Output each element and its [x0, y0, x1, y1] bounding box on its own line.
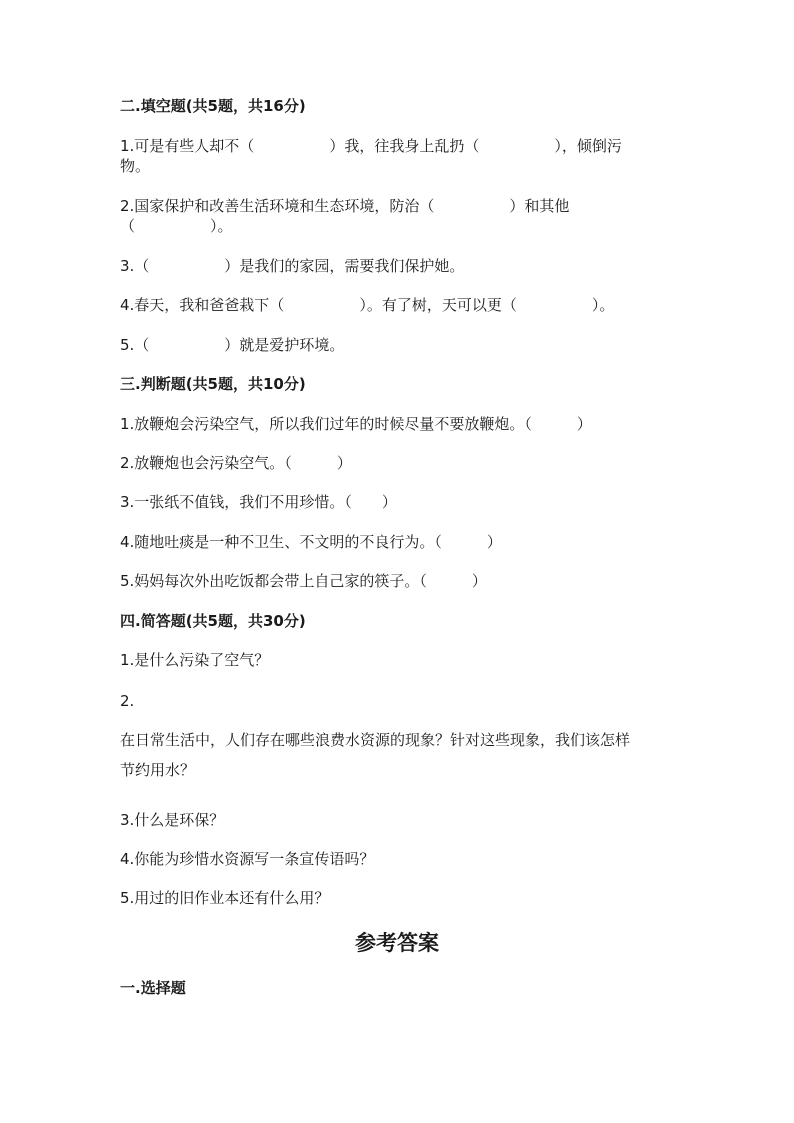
fill-blank-q3: 3.（ ）是我们的家园，需要我们保护她。 [120, 257, 465, 275]
short-answer-q1: 1.是什么污染了空气？ [120, 651, 270, 669]
fill-blank-q2-line2: （ ）。 [120, 217, 233, 235]
judge-q2: 2.放鞭炮也会污染空气。（ ） [120, 454, 352, 472]
fill-blank-heading: 二.填空题(共5题，共16分) [120, 97, 306, 115]
judge-q1: 1.放鞭炮会污染空气，所以我们过年的时候尽量不要放鞭炮。（ ） [120, 415, 592, 433]
judge-q3: 3.一张纸不值钱，我们不用珍惜。（ ） [120, 493, 397, 511]
short-answer-q3: 3.什么是环保？ [120, 811, 225, 829]
fill-blank-q2-line1: 2.国家保护和改善生活环境和生态环境，防治（ ）和其他 [120, 197, 570, 215]
judge-heading: 三.判断题(共5题，共10分) [120, 375, 306, 393]
short-answer-q4: 4.你能为珍惜水资源写一条宣传语吗？ [120, 850, 375, 868]
fill-blank-q5: 5.（ ）就是爱护环境。 [120, 336, 345, 354]
answers-subheading: 一.选择题 [120, 979, 186, 997]
fill-blank-q1-line2: 物。 [120, 157, 151, 175]
judge-q5: 5.妈妈每次外出吃饭都会带上自己家的筷子。（ ） [120, 572, 487, 590]
short-answer-q2-line1: 在日常生活中，人们存在哪些浪费水资源的现象？针对这些现象，我们该怎样 [120, 731, 631, 749]
short-answer-heading: 四.简答题(共5题，共30分) [120, 612, 306, 630]
judge-q4: 4.随地吐痰是一种不卫生、不文明的不良行为。（ ） [120, 533, 502, 551]
fill-blank-q4: 4.春天，我和爸爸栽下（ ）。有了树，天可以更（ ）。 [120, 296, 615, 314]
short-answer-q5: 5.用过的旧作业本还有什么用？ [120, 889, 330, 907]
answers-title: 参考答案 [355, 930, 439, 955]
short-answer-q2-number: 2. [120, 692, 135, 710]
short-answer-q2-line2: 节约用水？ [120, 761, 196, 779]
fill-blank-q1-line1: 1.可是有些人却不（ ）我，往我身上乱扔（ ），倾倒污 [120, 137, 622, 155]
